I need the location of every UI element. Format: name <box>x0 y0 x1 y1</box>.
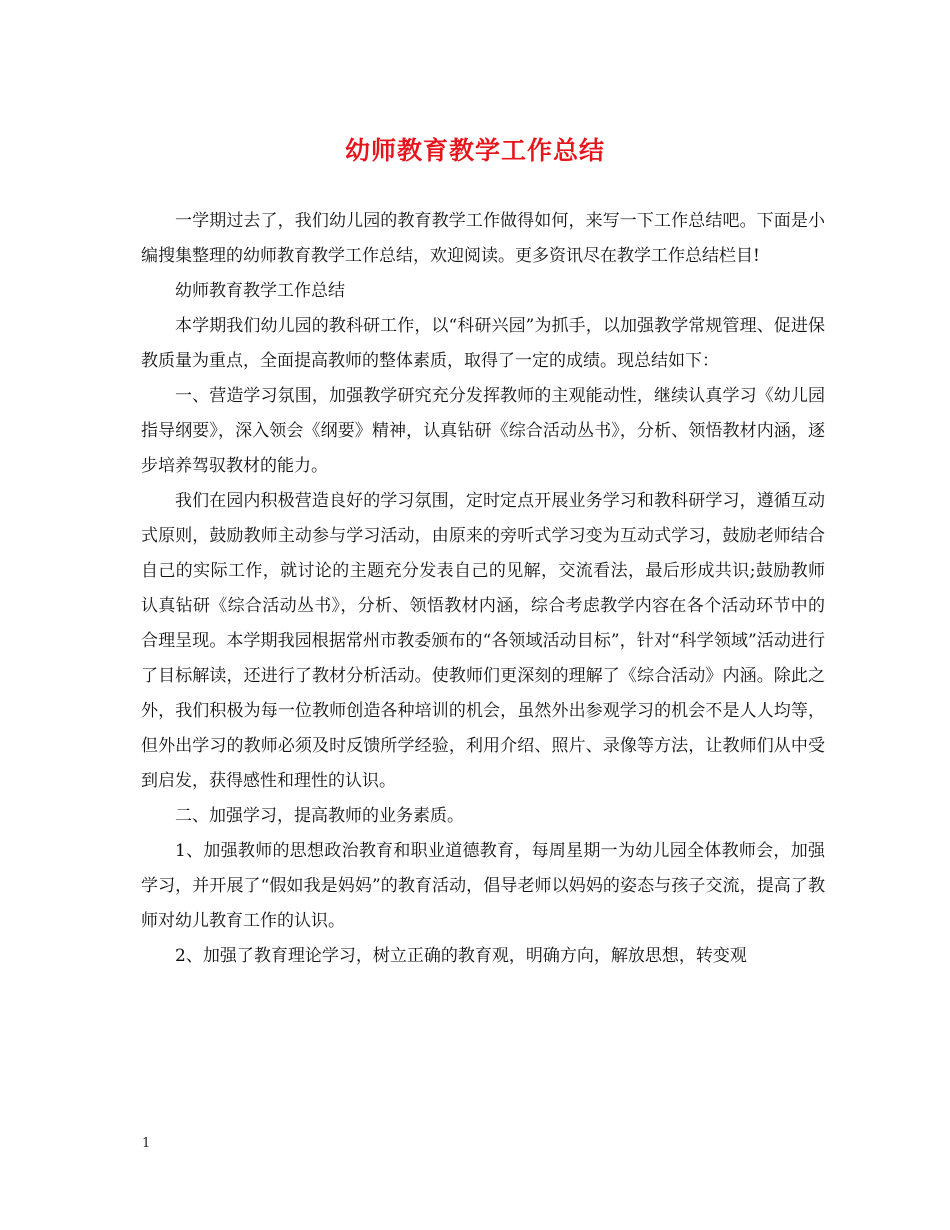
document-title: 幼师教育教学工作总结 <box>344 136 605 165</box>
paragraph-section-two: 二、加强学习，提高教师的业务素质。 <box>175 806 464 826</box>
page-number: 1 <box>142 1136 151 1151</box>
paragraph-subtitle: 幼师教育教学工作总结 <box>175 281 345 301</box>
paragraph-section-one: 一、营造学习氛围，加强教学研究充分发挥教师的主观能动性，继续认真学习《幼儿园指导纲要》，深入领会《纲要》精神，认真钻研《综合活动丛书》，分析、领悟教材内涵，逐步培养驾驭教材的能力。 <box>141 386 825 476</box>
document-body <box>141 204 825 974</box>
paragraph-intro: 一学期过去了，我们幼儿园的教育教学工作做得如何，来写一下工作总结吧。下面是小编搜集整理的幼师教育教学工作总结，欢迎阅读。更多资讯尽在教学工作总结栏目! <box>141 211 825 266</box>
paragraph-item-two: 2、加强了教育理论学习，树立正确的教育观，明确方向，解放思想，转变观 <box>175 946 747 966</box>
paragraph-learning-atmosphere: 我们在园内积极营造良好的学习氛围，定时定点开展业务学习和教科研学习，遵循互动式原则，鼓励教师主动参与学习活动，由原来的旁听式学习变为互动式学习，鼓励老师结合自己的实际工作，就讨论的主题充分发表自己的见解，交流看法，最后形成共识;鼓励教师认真钻研《综合活动丛书》，分析、领悟教材内涵，综合考虑教学内容在各个活动环节中的合理呈现。本学期我园根据常州市教委颁布的“各领域活动目标”，针对“科学领域”活动进行了目标解读，还进行了教材分析活动。使教师们更深刻的理解了《综合活动》内涵。除此之外，我们积极为每一位教师创造各种培训的机会，虽然外出参观学习的机会不是人人均等，但外出学习的教师必须及时反馈所学经验，利用介绍、照片、录像等方法，让教师们从中受到启发，获得感性和理性的认识。 <box>141 491 825 791</box>
paragraph-item-one: 1、加强教师的思想政治教育和职业道德教育，每周星期一为幼儿园全体教师会，加强学习，并开展了“假如我是妈妈”的教育活动，倡导老师以妈妈的姿态与孩子交流，提高了教师对幼儿教育工作的认识。 <box>141 841 825 931</box>
paragraph-overview: 本学期我们幼儿园的教科研工作，以“科研兴园”为抓手，以加强教学常规管理、促进保教质量为重点，全面提高教师的整体素质，取得了一定的成绩。现总结如下： <box>141 316 825 371</box>
